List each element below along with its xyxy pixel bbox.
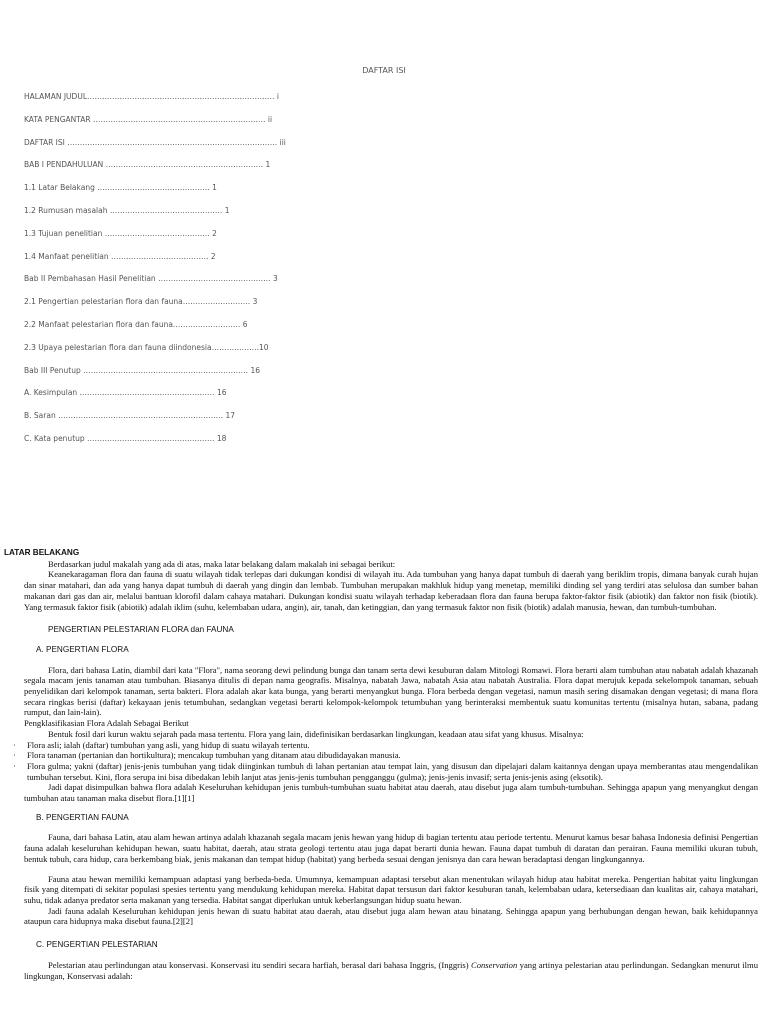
- list-item: · Flora gulma; yakni (daftar) jenis-jenis tumbuhan yang tidak diinginkan tumbuh di lahan pertanian atau tempat lain, yang disusun dan dipelajari dalam kaitannya dengan upaya memberantas atau mengendalikan tumbuhan tersebut. Kini, flora serupa ini bisa dibedakan lebih lanjut atas jenis-jenis tumbuhan pengganggu (gulma); jenis-jenis invasif; serta jenis-jenis asing (eksotik).: [13, 760, 758, 782]
- pengertian-heading: PENGERTIAN PELESTARIAN FLORA dan FAUNA: [48, 625, 234, 635]
- pelestarian-paragraph: Pelestarian atau perlindungan atau konservasi. Konservasi itu sendiri secara harfiah, berasal dari bahasa Inggris, (Inggris) Conservation yang artinya pelestarian atau perlindungan. Sedangkan menurut ilmu lingkungan, Konservasi adalah:: [24, 959, 758, 981]
- fauna-paragraph: Fauna atau hewan memiliki kemampuan adaptasi yang berbeda-beda. Umumnya, kemampuan adaptasi tersebut akan menentukan wilayah hidup atau habitat mereka. Pengertian habitat yaitu lingkungan fisik yang ditempati di sekitar populasi spesies tertentu yang mendukung kehidupan mereka. Habitat dapat tersusun dari faktor kesuburan tanah, kelembaban udara, ketersediaan dan kualitas air, cahaya matahari, suhu, tidak adanya predator serta makanan yang tersedia. Habitat sangat diperlukan untuk keberlangsungan hidup suatu hewan.: [24, 873, 758, 905]
- bullet-icon: ·: [13, 739, 16, 750]
- toc-entry: C. Kata penutup …………………………………………… 18: [24, 434, 227, 443]
- toc-entry: B. Saran ………………………………………………………… 17: [24, 411, 236, 420]
- list-item: · Flora asli; ialah (daftar) tumbuhan yang asli, yang hidup di suatu wilayah tertentu.: [13, 739, 310, 750]
- document-body: [0, 548, 768, 981]
- latar-heading: LATAR BELAKANG: [4, 548, 80, 557]
- toc-entry: Bab III Penutup ………………………………………………………… 16: [24, 366, 261, 375]
- flora-heading: A. PENGERTIAN FLORA: [36, 644, 129, 654]
- flora-class-heading: Pengklasifikasian Flora Adalah Sebagai Berikut: [24, 718, 189, 729]
- toc-entry: DAFTAR ISI ………………………………………………………………………… iii: [24, 138, 286, 147]
- latar-paragraph: Keanekaragaman flora dan fauna di suatu wilayah tidak terlepas dari dukungan kondisi di wilayah itu. Ada tumbuhan yang hanya dapat tumbuh di daerah yang beriklim tropis, dimana banyak curah hujan dan sinar matahari, dan ada yang hanya dapat tumbuh di daerah yang dingin dan lembab. Tumbuhan merupakan makhluk hidup yang menetap, memiliki dinding sel yang terdiri atas selulosa dan sumber bahan makanan dari gas dan air, melalui bantuan klorofil dalam cahaya matahari. Dukungan kondisi suatu wilayah terhadap keberadaan flora dan fauna berupa faktor-faktor fisik (abiotik) dan faktor non fisik (biotik). Yang termasuk faktor fisik (abiotik) adalah iklim (suhu, kelembaban udara, angin), air, tanah, dan ketinggian, dan yang termasuk faktor non fisik (biotik) adalah manusia, hewan, dan tumbuh-tumbuhan.: [24, 569, 758, 612]
- toc-entry: HALAMAN JUDUL………………………………………………………………… i: [24, 92, 279, 101]
- bullet-icon: ·: [13, 750, 16, 761]
- toc-entry: 1.1 Latar Belakang ……………………………………… 1: [24, 183, 217, 192]
- toc-entry: 2.3 Upaya pelestarian flora dan fauna diindonesia……………….10: [24, 343, 269, 352]
- flora-conclusion: Jadi dapat disimpulkan bahwa flora adalah Keseluruhan kehidupan jenis tumbuh-tumbuhan suatu habitat atau daerah, atau disebut juga alam tumbuh-tumbuhan. Sehingga apapun yang menyangkut dengan tumbuhan atau tanaman maka disebut flora.[1][1]: [24, 782, 758, 804]
- toc-entry: KATA PENGANTAR …………………………………………………………… ii: [24, 115, 273, 124]
- flora-class-intro: Bentuk fosil dari kurun waktu sejarah pada masa tertentu. Flora yang lain, didefinisikan berdasarkan lingkungan, keadaan atau sifat yang khusus. Misalnya:: [48, 728, 584, 739]
- toc-entry: 1.4 Manfaat penelitian ………………………………… 2: [24, 252, 216, 261]
- toc-entry: 2.1 Pengertian pelestarian flora dan fauna……………………… 3: [24, 297, 258, 306]
- toc-entry: A. Kesimpulan ……………………………………………… 16: [24, 388, 227, 397]
- flora-paragraph: Flora, dari bahasa Latin, diambil dari kata "Flora", nama seorang dewi pelindung bunga dan tanam serta dewi kesuburan dalam Mitologi Romawi. Flora berarti alam tumbuhan atau nabatah adalah khazanah segala macam jenis tanaman atau tumbuhan. Biasanya ditulis di depan nama geografis. Misalnya, nabatah Jawa, nabatah Asia atau nabatah Australia. Flora dapat merujuk kepada sekelompok tanaman, sebuah penyelidikan dari kelompok tanaman, serta bakteri. Flora adalah akar kata bunga, yang berarti menyangkut bunga. Flora berbeda dengan vegetasi, namun masih sering disamakan dengan vegetasi; di mana flora secara ringkas berisi (daftar) kekayaan jenis tetumbuhan, sedangkan vegetasi berarti kelompok-kelompok tetumbuhan yang berinteraksi membentuk suatu komunitas tertentu (misalnya hutan, sabana, padang rumput, dan lain-lain).: [24, 664, 758, 718]
- toc-title: DAFTAR ISI: [362, 66, 406, 75]
- toc-entry: 1.2 Rumusan masalah ……………………………………… 1: [24, 206, 230, 215]
- bullet-icon: ·: [13, 760, 16, 771]
- fauna-heading: B. PENGERTIAN FAUNA: [36, 812, 129, 822]
- fauna-conclusion: Jadi fauna adalah Keseluruhan kehidupan jenis hewan di suatu habitat atau daerah, atau disebut juga alam hewan atau binatang. Sehingga apapun yang berhubungan dengan hewan, baik kehidupannya ataupun cara hidupnya maka disebut fauna.[2][2]: [24, 905, 758, 927]
- toc-entry: BAB I PENDAHULUAN ……………………………………………………… 1: [24, 160, 271, 169]
- latar-intro: Berdasarkan judul makalah yang ada di atas, maka latar belakang dalam makalah ini sebagai berikut:: [48, 558, 396, 569]
- toc-entry: Bab II Pembahasan Hasil Penelitian ……………………………………… 3: [24, 274, 278, 283]
- pelestarian-heading: C. PENGERTIAN PELESTARIAN: [36, 940, 158, 950]
- fauna-paragraph: Fauna, dari bahasa Latin, atau alam hewan artinya adalah khazanah segala macam jenis hewan yang hidup di bagian tertentu atau periode tertentu. Menurut kamus besar bahasa Indonesia definisi Pengertian fauna adalah keseluruhan kehidupan hewan, suatu habitat, daerah, atau strata geologi tertentu atau juga dapat berarti dunia hewan. Fauna dapat tumbuh di daratan dan perairan. Fauna memiliki ukuran tubuh, bentuk tubuh, cara hidup, cara berkembang biak, jenis makanan dan tempat hidup (habitat) yang berbeda sesuai dengan jenisnya dan cara hewan beradaptasi dengan lingkungannya.: [24, 832, 758, 864]
- toc-entry: 2.2 Manfaat pelestarian flora dan fauna……………………… 6: [24, 320, 248, 329]
- toc-entry: 1.3 Tujuan penelitian …………………………………… 2: [24, 229, 217, 238]
- list-item: · Flora tanaman (pertanian dan hortikultura); mencakup tumbuhan yang ditanam atau dibudidayakan manusia.: [13, 750, 401, 761]
